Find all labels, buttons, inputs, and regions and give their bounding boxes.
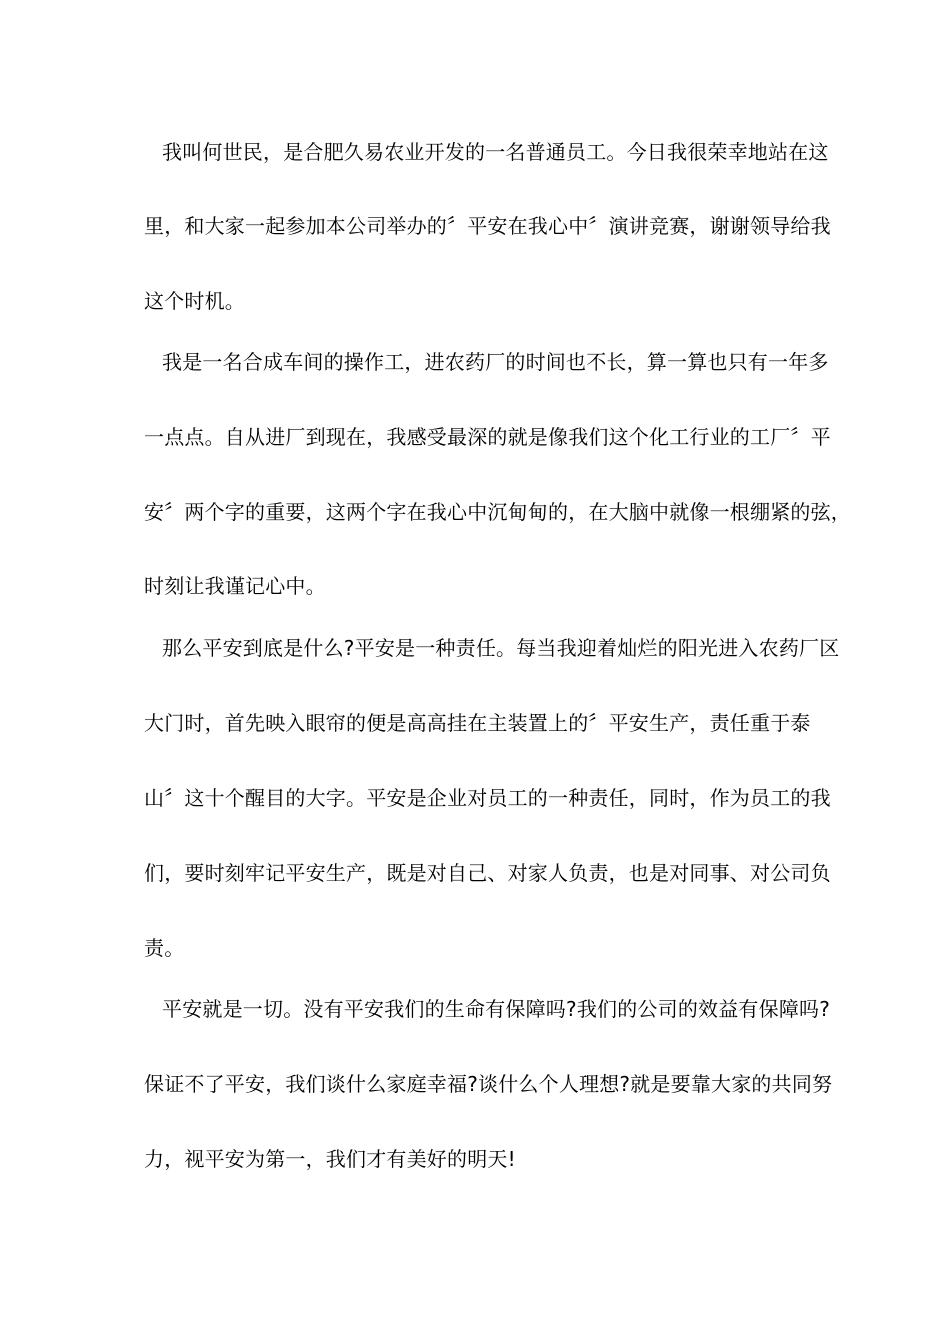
paragraph-4-line-2: 保证不了平安，我们谈什么家庭幸福?谈什么个人理想?就是要靠大家的共同努: [144, 1072, 833, 1096]
paragraph-4-line-1: 平安就是一切。没有平安我们的生命有保障吗?我们的公司的效益有保障吗?: [162, 997, 831, 1021]
paragraph-4-line-3: 力，视平安为第一，我们才有美好的明天!: [144, 1147, 516, 1171]
paragraph-3-line-3: 山〞这十个醒目的大字。平安是企业对员工的一种责任，同时，作为员工的我: [144, 786, 831, 810]
paragraph-2-line-3: 安〞两个字的重要，这两个字在我心中沉甸甸的，在大脑中就像一根绷紧的弦，: [144, 500, 851, 524]
paragraph-3-line-4: 们，要时刻牢记平安生产，既是对自己、对家人负责，也是对同事、对公司负: [144, 861, 831, 885]
paragraph-3-line-1: 那么平安到底是什么?平安是一种责任。每当我迎着灿烂的阳光进入农药厂区: [162, 636, 840, 660]
paragraph-2-line-4: 时刻让我谨记心中。: [144, 574, 326, 598]
paragraph-2-line-1: 我是一名合成车间的操作工，进农药厂的时间也不长，算一算也只有一年多: [162, 350, 829, 374]
paragraph-2-line-2: 一点点。自从进厂到现在，我感受最深的就是像我们这个化工行业的工厂〞平: [144, 425, 831, 449]
paragraph-1-line-3: 这个时机。: [144, 289, 245, 313]
paragraph-3-line-5: 责。: [144, 936, 185, 960]
paragraph-1-line-2: 里，和大家一起参加本公司举办的〞平安在我心中〞演讲竞赛，谢谢领导给我: [144, 214, 831, 238]
paragraph-1-line-1: 我叫何世民，是合肥久易农业开发的一名普通员工。今日我很荣幸地站在这: [162, 140, 829, 164]
paragraph-3-line-2: 大门时，首先映入眼帘的便是高高挂在主装置上的〞平安生产，责任重于泰: [144, 711, 811, 735]
